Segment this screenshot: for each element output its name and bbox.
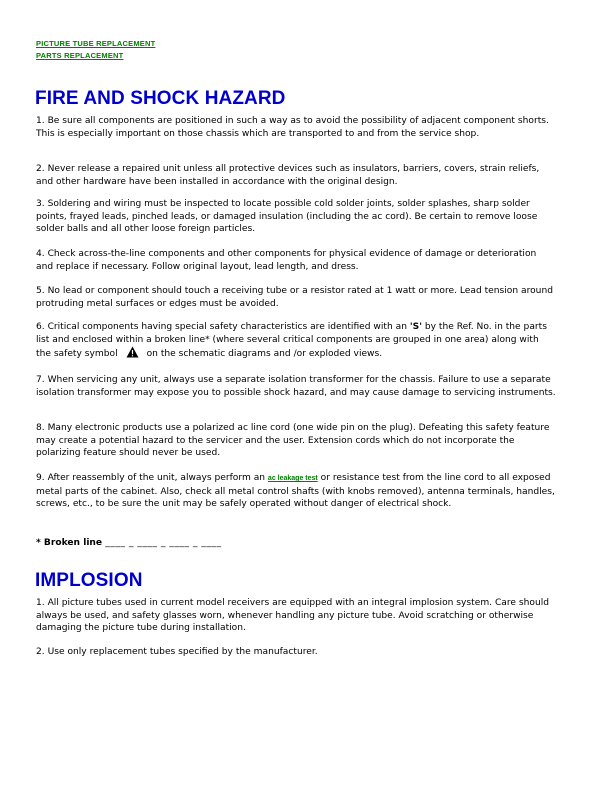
item-6-text-a: 6. Critical components having special safety characteristics are identified with an — [36, 322, 410, 332]
top-nav — [36, 38, 155, 62]
item-6 — [36, 321, 556, 361]
parts-replacement-link[interactable]: PARTS REPLACEMENT — [36, 51, 124, 60]
item-6-s-mark: 'S' — [409, 322, 422, 332]
item-9-text-b: or resistance test from the line cord to all exposed metal parts of the cabinet. Also, check all metal control shafts (with knobs removed), antenna terminals, handles, screws, etc., to be sure the unit may be safely operated without danger of electrical shock. — [36, 473, 555, 510]
fire-shock-heading: FIRE AND SHOCK HAZARD — [35, 88, 286, 109]
broken-line-legend — [36, 538, 222, 548]
implosion-heading: IMPLOSION — [35, 570, 143, 591]
item-8: 8. Many electronic products use a polarized ac line cord (one wide pin on the plug). Defeating this safety feature may create a potential hazard to the servicer and the user. Extension cords which do not incorporate the polarizing feature should never be used. — [36, 423, 550, 459]
implosion-item-2: 2. Use only replacement tubes specified by the manufacturer. — [36, 647, 318, 657]
broken-line-label: * Broken line — [36, 538, 103, 548]
implosion-item-1: 1. All picture tubes used in current model receivers are equipped with an integral implosion system. Care should always be used, and safety glasses worn, whenever handling any picture tube. Avoid scratching or otherwise damaging the picture tube during installation. — [36, 598, 550, 634]
item-9-text-a: 9. After reassembly of the unit, always perform an — [36, 473, 268, 483]
item-6-text-b: by the Ref. No. in the parts list and enclosed within a broken line* (where several critical components are grouped in one area) along with the safety symbol — [36, 322, 547, 360]
ac-leakage-test-link[interactable]: ac leakage test — [267, 475, 318, 482]
picture-tube-replacement-link[interactable]: PICTURE TUBE REPLACEMENT — [36, 39, 156, 48]
item-7: 7. When servicing any unit, always use a separate isolation transformer for the chassis. Failure to use a separate isolation transformer may expose you to possible shock hazard, and may cause damage to servicing instruments. — [36, 375, 556, 398]
item-6-text-c: on the schematic diagrams and /or exploded views. — [146, 349, 383, 360]
item-4: 4. Check across-the-line components and other components for physical evidence of damage or deterioration and replace if necessary. Follow original layout, lead length, and dress. — [36, 249, 537, 272]
item-9 — [36, 472, 556, 511]
item-5: 5. No lead or component should touch a receiving tube or a resistor rated at 1 watt or more. Lead tension around protruding metal surfaces or edges must be avoided. — [36, 286, 553, 309]
item-2: 2. Never release a repaired unit unless all protective devices such as insulators, barriers, covers, strain reliefs, and other hardware have been installed in accordance with the original design. — [36, 164, 540, 187]
item-3: 3. Soldering and wiring must be inspected to locate possible cold solder joints, solder splashes, sharp solder points, frayed leads, pinched leads, or damaged insulation (including the ac cord). Be certain to remove loose solder balls and all other loose foreign particles. — [36, 199, 538, 235]
broken-line-sample: ____ _ ____ _ ____ _ ____ — [105, 538, 222, 548]
warning-triangle-icon — [126, 346, 139, 358]
item-1: 1. Be sure all components are positioned in such a way as to avoid the possibility of adjacent component shorts. This is especially important on those chassis which are transported to and from the service shop. — [36, 116, 549, 139]
